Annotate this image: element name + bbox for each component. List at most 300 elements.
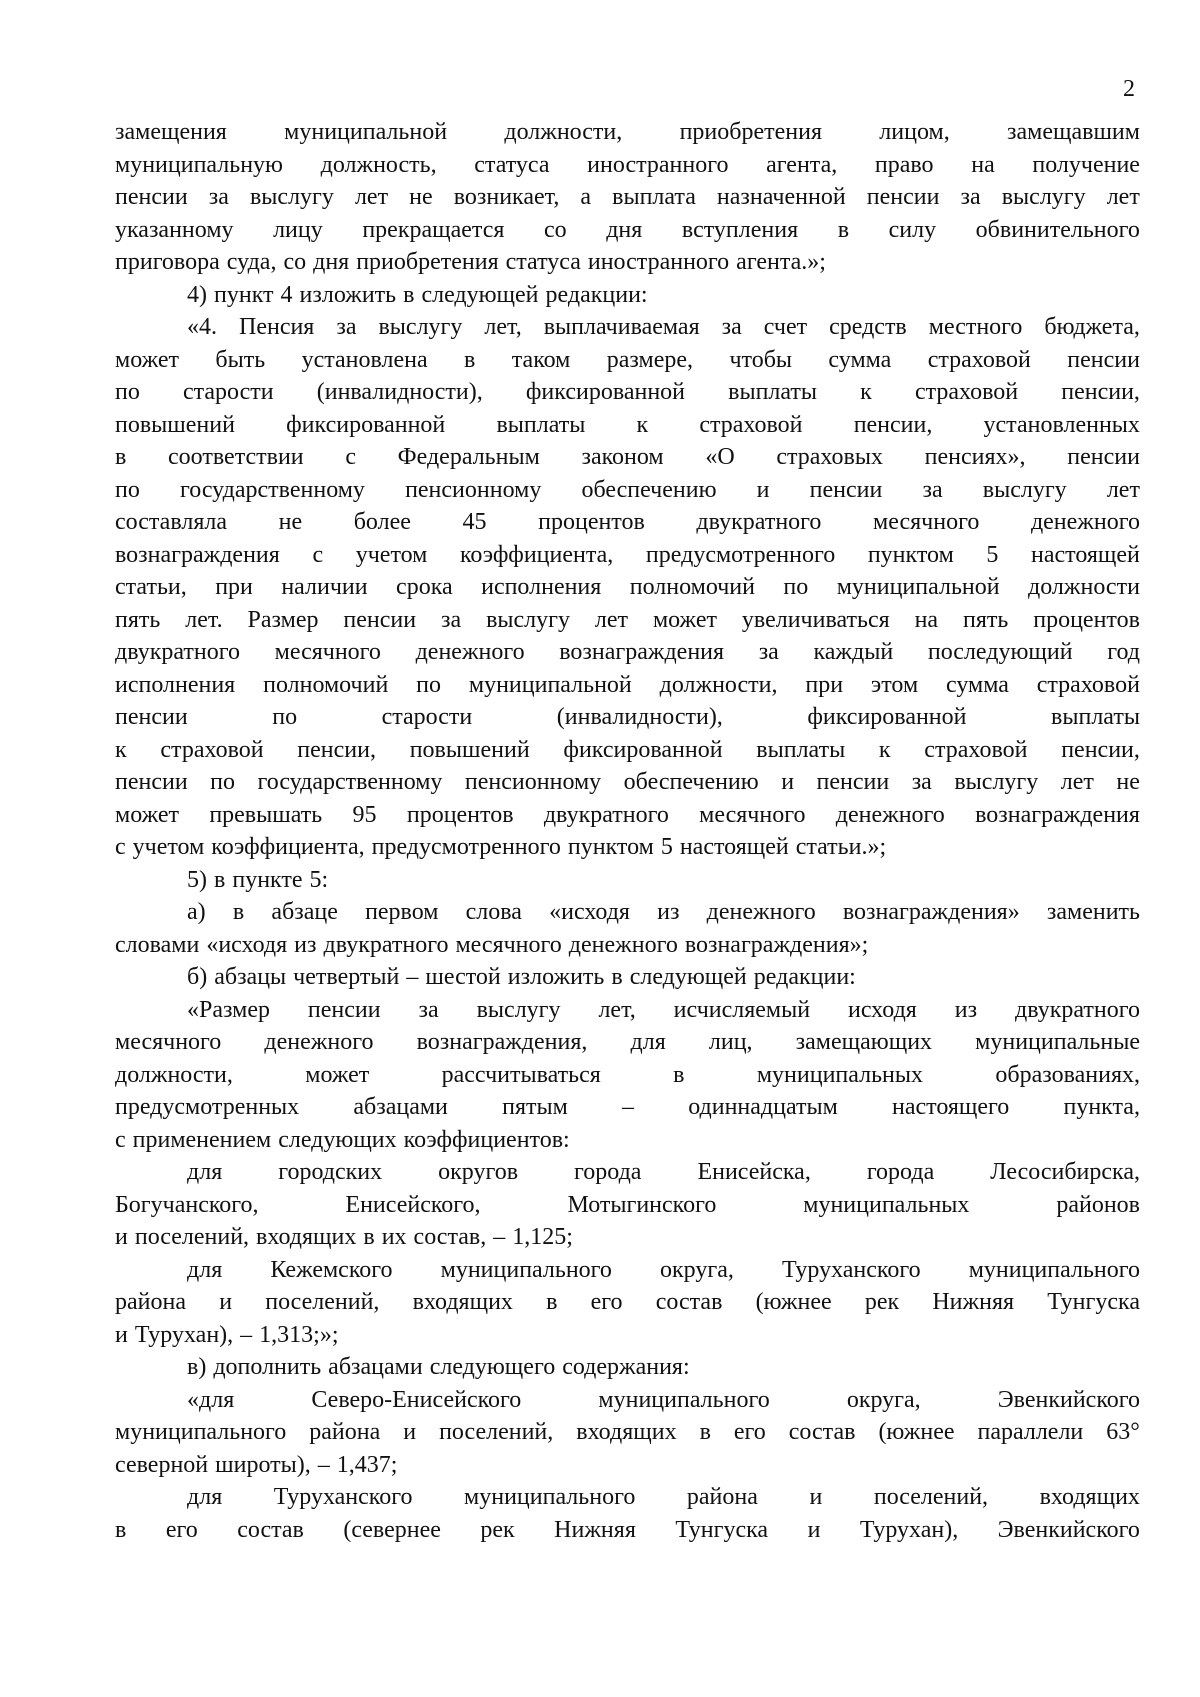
word: в) bbox=[187, 1354, 207, 1380]
word: может bbox=[305, 1061, 370, 1088]
word: 95 bbox=[352, 801, 377, 828]
word: муниципального bbox=[968, 1256, 1140, 1283]
word: выслугу bbox=[954, 769, 1039, 795]
word: Богучанского, bbox=[115, 1191, 259, 1218]
word: широты), bbox=[215, 1451, 311, 1478]
word: 1,437; bbox=[336, 1451, 398, 1478]
word: пенсии bbox=[115, 704, 188, 730]
word: приговора bbox=[115, 249, 220, 275]
word: замещающих bbox=[795, 1029, 933, 1055]
word: одиннадцатым bbox=[688, 1094, 838, 1120]
word: выплаты bbox=[1051, 704, 1140, 730]
word: и bbox=[807, 1516, 821, 1543]
word: входящих bbox=[256, 1224, 357, 1250]
word: для bbox=[630, 1029, 666, 1055]
text-line bbox=[115, 896, 1140, 929]
word: выслугу bbox=[982, 476, 1067, 503]
word: со bbox=[283, 249, 307, 275]
word: пункта, bbox=[1063, 1094, 1140, 1120]
word: пункт bbox=[214, 281, 274, 308]
word: дополнить bbox=[213, 1354, 322, 1380]
word: за bbox=[721, 314, 742, 340]
word: Северо-Енисейского bbox=[311, 1386, 522, 1413]
word: из bbox=[954, 996, 978, 1023]
word: (южнее bbox=[878, 1419, 955, 1445]
word: пенсии, bbox=[1061, 379, 1140, 405]
word: в bbox=[403, 281, 415, 308]
word: пенсиях», bbox=[924, 444, 1026, 470]
word: выплаты bbox=[728, 379, 818, 405]
word: Федеральным bbox=[397, 444, 540, 470]
word: при bbox=[215, 574, 253, 600]
word: вознаграждения bbox=[975, 801, 1140, 828]
word: его bbox=[590, 1289, 623, 1315]
word: обвинительного bbox=[975, 216, 1140, 243]
word: статьи, bbox=[115, 574, 187, 600]
word: коэффициентов: bbox=[403, 1126, 570, 1153]
word: чтобы bbox=[729, 346, 793, 373]
word: за bbox=[336, 314, 357, 340]
text-line bbox=[115, 1124, 1140, 1157]
word: денежного bbox=[1030, 509, 1140, 535]
word: пенсии bbox=[1067, 346, 1140, 373]
text-line bbox=[115, 1514, 1140, 1547]
word: пенсии bbox=[1067, 444, 1140, 470]
word: процентов bbox=[406, 801, 514, 828]
text-line bbox=[115, 1319, 1140, 1352]
word: по bbox=[272, 704, 298, 730]
word: может bbox=[115, 801, 179, 828]
word: фиксированной bbox=[525, 379, 686, 405]
word: с bbox=[115, 834, 126, 860]
word: Турухан), bbox=[134, 1321, 234, 1348]
word: статьи.»; bbox=[795, 834, 887, 860]
word: муниципальной bbox=[284, 119, 448, 145]
word: состав bbox=[237, 1516, 304, 1543]
word: двукратного bbox=[696, 509, 822, 535]
word: лет bbox=[594, 606, 629, 633]
word: по bbox=[115, 476, 140, 503]
word: Туруханского bbox=[781, 1256, 921, 1283]
word: в bbox=[837, 216, 850, 243]
word: статуса bbox=[474, 151, 550, 178]
word: приобретения bbox=[356, 249, 499, 275]
text-line bbox=[115, 1026, 1140, 1059]
word: к bbox=[860, 379, 872, 405]
word: сумма bbox=[945, 671, 1009, 698]
word: этом bbox=[870, 671, 919, 698]
word: наличии bbox=[281, 574, 368, 600]
word: денежного bbox=[835, 801, 945, 828]
word: пенсионному bbox=[405, 476, 542, 503]
word: сумма bbox=[828, 346, 892, 373]
word: за bbox=[758, 639, 779, 665]
word: страховой bbox=[927, 346, 1031, 373]
word: «Размер bbox=[187, 996, 270, 1023]
word: в bbox=[363, 1224, 375, 1250]
word: 63° bbox=[1106, 1419, 1140, 1445]
word: (южнее bbox=[755, 1289, 832, 1315]
word: по bbox=[115, 379, 140, 405]
word: Эвенкийского bbox=[997, 1516, 1140, 1543]
word: лет bbox=[1106, 184, 1140, 210]
word: выплаты bbox=[496, 411, 586, 438]
word: вознаграждения» bbox=[842, 899, 1020, 925]
word: б) bbox=[187, 964, 208, 990]
text-line bbox=[115, 539, 1140, 572]
word: муниципальные bbox=[975, 1029, 1140, 1055]
text-line bbox=[115, 409, 1140, 442]
word: к bbox=[115, 736, 127, 763]
word: словами bbox=[115, 931, 200, 958]
word: лет, bbox=[598, 996, 636, 1023]
word: и bbox=[115, 1321, 128, 1348]
word: 45 bbox=[462, 509, 487, 535]
word: за bbox=[208, 184, 229, 210]
word: при bbox=[805, 671, 844, 698]
word: со bbox=[543, 216, 567, 243]
word: на bbox=[914, 606, 939, 633]
word: превышать bbox=[209, 801, 323, 828]
word: с bbox=[345, 444, 356, 470]
word: городских bbox=[278, 1159, 383, 1185]
word: Тунгуска bbox=[675, 1516, 769, 1543]
text-line bbox=[115, 604, 1140, 637]
word: его bbox=[165, 1516, 198, 1543]
word: к bbox=[636, 411, 649, 438]
word: в bbox=[115, 444, 127, 470]
text-line bbox=[115, 799, 1140, 832]
word: за bbox=[441, 606, 462, 633]
word: приобретения bbox=[679, 119, 822, 145]
text-line bbox=[115, 1189, 1140, 1222]
word: не bbox=[409, 184, 433, 210]
word: и bbox=[219, 1289, 233, 1315]
word: месячного bbox=[274, 639, 381, 665]
word: размере, bbox=[606, 346, 694, 373]
word: в bbox=[611, 964, 623, 990]
word: пенсии bbox=[307, 996, 381, 1023]
word: «исходя bbox=[206, 931, 288, 958]
text-line bbox=[115, 929, 1140, 962]
word: повышений bbox=[409, 736, 530, 763]
text-line bbox=[115, 441, 1140, 474]
word: счет bbox=[763, 314, 808, 340]
word: Енисейска, bbox=[697, 1159, 811, 1185]
text-line bbox=[115, 994, 1140, 1027]
word: агента, bbox=[766, 151, 838, 178]
word: Мотыгинского bbox=[567, 1191, 717, 1218]
word: с bbox=[115, 1126, 126, 1153]
word: содержания: bbox=[562, 1354, 690, 1380]
word: муниципальных bbox=[803, 1191, 970, 1218]
word: следующей bbox=[421, 281, 539, 308]
word: состав bbox=[788, 1419, 856, 1445]
word: увеличиваться bbox=[741, 606, 890, 633]
word: из bbox=[294, 931, 317, 958]
word: полномочий bbox=[263, 671, 389, 698]
word: государственному bbox=[257, 769, 443, 795]
word: и bbox=[781, 769, 795, 795]
word: обеспечению bbox=[581, 476, 717, 503]
word: не bbox=[1116, 769, 1140, 795]
text-line bbox=[115, 669, 1140, 702]
word: соответствии bbox=[168, 444, 304, 470]
word: может bbox=[652, 606, 717, 633]
word: фиксированной bbox=[286, 411, 446, 438]
text-line bbox=[115, 311, 1140, 344]
word: первом bbox=[365, 899, 439, 925]
word: учетом bbox=[355, 541, 428, 568]
word: следующих bbox=[278, 1126, 397, 1153]
word: состав, bbox=[413, 1224, 487, 1250]
word: абзаце bbox=[271, 899, 338, 925]
word: старости bbox=[381, 704, 473, 730]
word: назначенной bbox=[716, 184, 846, 210]
word: муниципального bbox=[464, 1484, 636, 1510]
word: таком bbox=[511, 346, 571, 373]
word: – bbox=[493, 1224, 506, 1250]
word: следующей bbox=[629, 964, 747, 990]
word: срока bbox=[396, 574, 453, 600]
word: муниципального bbox=[598, 1386, 770, 1413]
word: иностранного bbox=[587, 249, 730, 275]
word: силу bbox=[888, 216, 937, 243]
word: фиксированной bbox=[807, 704, 967, 730]
word: дня bbox=[606, 216, 643, 243]
word: двукратного bbox=[323, 931, 449, 958]
word: их bbox=[381, 1224, 407, 1250]
word: должности, bbox=[115, 1061, 233, 1088]
word: муниципального bbox=[440, 1256, 612, 1283]
word: пенсии bbox=[115, 184, 188, 210]
word: пятым bbox=[502, 1094, 568, 1120]
word: Нижняя bbox=[554, 1516, 636, 1543]
word: месячного bbox=[699, 801, 806, 828]
word: пенсии bbox=[115, 769, 188, 795]
word: (инвалидности), bbox=[556, 704, 723, 730]
text-line bbox=[115, 1254, 1140, 1287]
word: Тунгуска bbox=[1047, 1289, 1140, 1315]
text-line bbox=[115, 734, 1140, 767]
word: – bbox=[622, 1094, 634, 1120]
word: вознаграждения»; bbox=[684, 931, 869, 958]
word: слова bbox=[465, 899, 522, 925]
word: прекращается bbox=[362, 216, 505, 243]
word: указанному bbox=[115, 216, 234, 243]
word: в bbox=[546, 1289, 558, 1315]
word: исполнения bbox=[115, 671, 236, 698]
word: установленных bbox=[983, 411, 1140, 438]
word: пенсии, bbox=[853, 411, 933, 438]
word: изложить bbox=[299, 281, 397, 308]
word: Эвенкийского bbox=[997, 1386, 1140, 1413]
word: за bbox=[911, 769, 932, 795]
word: по bbox=[210, 769, 236, 795]
word: лет. bbox=[185, 606, 223, 633]
text-line bbox=[115, 961, 1140, 994]
word: состав bbox=[655, 1289, 723, 1315]
text-line bbox=[115, 214, 1140, 247]
word: лет, bbox=[484, 314, 522, 340]
text-line bbox=[115, 149, 1140, 182]
word: настоящего bbox=[892, 1094, 1010, 1120]
word: не bbox=[278, 509, 303, 535]
word: коэффициента, bbox=[211, 834, 365, 860]
word: округа, bbox=[846, 1386, 921, 1413]
text-line bbox=[115, 1221, 1140, 1254]
word: выслугу bbox=[378, 314, 463, 340]
word: право bbox=[874, 151, 934, 178]
word: законом bbox=[581, 444, 664, 470]
word: местного bbox=[928, 314, 1023, 340]
text-line bbox=[115, 1416, 1140, 1449]
text-line bbox=[115, 864, 1140, 897]
word: абзацы bbox=[214, 964, 287, 990]
word: (севернее bbox=[343, 1516, 441, 1543]
word: страховой bbox=[914, 379, 1019, 405]
word: Туруханского bbox=[273, 1484, 413, 1510]
text-line bbox=[115, 506, 1140, 539]
text-line bbox=[115, 474, 1140, 507]
word: может bbox=[115, 346, 179, 373]
text-line bbox=[115, 344, 1140, 377]
word: поселений, bbox=[873, 1484, 989, 1510]
word: обеспечению bbox=[623, 769, 759, 795]
word: города bbox=[866, 1159, 935, 1185]
word: из bbox=[657, 899, 680, 925]
word: предусмотренного bbox=[645, 541, 836, 568]
word: поселений, bbox=[439, 1419, 554, 1445]
text-line bbox=[115, 1091, 1140, 1124]
word: Размер bbox=[247, 606, 319, 633]
word: «О bbox=[705, 444, 735, 470]
word: и bbox=[403, 1419, 417, 1445]
word: настоящей bbox=[1031, 541, 1140, 568]
text-line bbox=[115, 246, 1140, 279]
text-line bbox=[115, 571, 1140, 604]
word: выплачиваемая bbox=[543, 314, 700, 340]
word: выслугу bbox=[249, 184, 334, 210]
word: редакции: bbox=[545, 281, 648, 308]
word: и bbox=[756, 476, 770, 503]
word: лицом, bbox=[879, 119, 950, 145]
text-line bbox=[115, 1351, 1140, 1384]
word: должности bbox=[1028, 574, 1140, 600]
word: 1,125; bbox=[512, 1224, 573, 1250]
word: для bbox=[187, 1484, 223, 1510]
word: а) bbox=[187, 899, 206, 925]
text-line bbox=[115, 279, 1140, 312]
word: поселений, bbox=[134, 1224, 250, 1250]
word: округов bbox=[438, 1159, 519, 1185]
page-number: 2 bbox=[1123, 76, 1135, 102]
word: каждый bbox=[813, 639, 894, 665]
word: полномочий bbox=[629, 574, 755, 600]
word: составляла bbox=[115, 509, 227, 535]
word: следующего bbox=[429, 1354, 556, 1380]
word: по bbox=[416, 671, 442, 698]
word: «4. bbox=[187, 314, 217, 340]
word: районов bbox=[1056, 1191, 1140, 1218]
word: (инвалидности), bbox=[316, 379, 483, 405]
word: замещавшим bbox=[1007, 119, 1140, 145]
word: в bbox=[673, 1061, 685, 1088]
word: должности, bbox=[659, 671, 778, 698]
word: входящих bbox=[1039, 1484, 1140, 1510]
word: иностранного bbox=[587, 151, 729, 178]
word: страховой bbox=[160, 736, 264, 763]
word: получение bbox=[1032, 151, 1140, 178]
word: в bbox=[232, 899, 245, 925]
word: района bbox=[115, 1289, 186, 1315]
word: пенсии bbox=[809, 476, 883, 503]
word: на bbox=[971, 151, 995, 178]
word: 5) bbox=[187, 866, 207, 893]
word: за bbox=[922, 476, 943, 503]
word: четвертый bbox=[293, 964, 400, 990]
word: Лесосибирска, bbox=[990, 1159, 1140, 1185]
text-line bbox=[115, 1286, 1140, 1319]
word: статуса bbox=[505, 249, 581, 275]
word: муниципальную bbox=[115, 151, 283, 178]
text-line bbox=[115, 376, 1140, 409]
word: предусмотренного bbox=[371, 834, 561, 860]
word: муниципальной bbox=[836, 574, 1000, 600]
word: исчисляемый bbox=[673, 996, 811, 1023]
word: агента.»; bbox=[736, 249, 826, 275]
word: двукратного bbox=[1015, 996, 1140, 1023]
word: пенсии bbox=[343, 606, 417, 633]
word: быть bbox=[215, 346, 266, 373]
word: к bbox=[878, 736, 891, 763]
word: Турухан), bbox=[859, 1516, 959, 1543]
text-line bbox=[115, 1059, 1140, 1092]
word: образованиях, bbox=[995, 1061, 1140, 1088]
word: государственному bbox=[179, 476, 365, 503]
word: пять bbox=[962, 606, 1009, 633]
text-line bbox=[115, 116, 1140, 149]
word: применением bbox=[132, 1126, 272, 1153]
word: страховой bbox=[699, 411, 803, 438]
word: лицу bbox=[273, 216, 323, 243]
text-line bbox=[115, 636, 1140, 669]
word: лиц, bbox=[708, 1029, 753, 1055]
word: выслугу bbox=[486, 606, 570, 633]
word: денежного bbox=[264, 1029, 374, 1055]
word: в bbox=[214, 866, 226, 893]
word: шестой bbox=[425, 964, 501, 990]
word: города bbox=[574, 1159, 642, 1185]
word: и bbox=[115, 1224, 128, 1250]
word: пенсионному bbox=[464, 769, 602, 795]
word: месячного bbox=[873, 509, 980, 535]
word: 5 bbox=[986, 541, 999, 568]
text-line bbox=[115, 766, 1140, 799]
word: пенсии bbox=[816, 769, 890, 795]
word: – bbox=[406, 964, 419, 990]
word: денежного bbox=[706, 899, 816, 925]
word: страховой bbox=[924, 736, 1028, 763]
word: в bbox=[115, 1516, 127, 1543]
word: района bbox=[309, 1419, 381, 1445]
word: 5: bbox=[309, 866, 329, 893]
word: изложить bbox=[507, 964, 605, 990]
word: учетом bbox=[132, 834, 205, 860]
word: выплата bbox=[612, 184, 696, 210]
word: настоящей bbox=[679, 834, 789, 860]
word: дня bbox=[313, 249, 350, 275]
